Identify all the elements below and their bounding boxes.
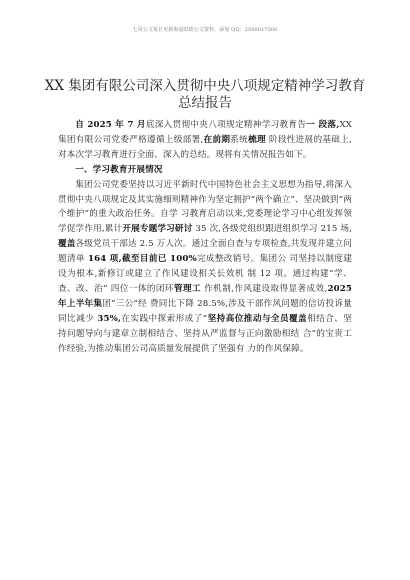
- section-bold-3: 164 项,截至目前已 100%: [87, 254, 197, 265]
- section-text-4: 完成整改销号。集团公 司坚持以制度建设为根本,新修订或建立了作风建设相关长效机 制 12 项。通过构建“学、查、改、治” 四位一体的闭环: [58, 254, 352, 294]
- intro-bold-b: 在前期: [203, 134, 231, 145]
- section-bold-6: 35%,: [97, 313, 122, 324]
- section-bold-1: 开展专题学习研讨: [122, 224, 193, 235]
- document-title: XX 集团有限公司深入贯彻中央八项规定精神学习教育总结报告: [44, 78, 366, 111]
- section-text-1: 集团公司党委坚持以习近平新时代中国特色社会主义思想为指导,将深入贯彻中央八项规定及其实施细则精神作为坚定拥护“两个确立”、坚决做到“两个维护”的重大政治任务。自学 习教育启动以来,党委理论学习中心组发挥领学促学作用,累计: [58, 179, 352, 235]
- section-bold-2: 覆盖: [58, 239, 76, 250]
- section-text-8: 相结合、坚 持问题导向与建章立制相结合、坚持从严监督与正向激励相结 合”的宝贵工作经验,为推动集团公司高质量发展提供了坚强有 力的作风保障。: [58, 313, 352, 354]
- intro-paragraph: [58, 118, 352, 163]
- section-bold-4: 管理工: [173, 283, 201, 294]
- document-body: [58, 118, 352, 357]
- section-bold-5: 2025 年上半年集: [58, 283, 352, 309]
- intro-text-2: XX 集团有限公司党委严格遵循上级部署,: [58, 120, 353, 145]
- intro-text-1: 底深入贯彻中央八项规定精神学习教育告: [145, 120, 307, 130]
- section-heading: 一、学习教育开展情况: [75, 164, 163, 175]
- section-paragraph: [58, 178, 352, 357]
- section-text-7: 在实践中探索形成了“: [121, 313, 208, 324]
- intro-bold-a: 一 段落,: [306, 120, 340, 130]
- section-text-3: 各级党员干部达 2.5 万人次。通过全面自查与专项检查,共发现并建立问题清单: [58, 239, 352, 265]
- header-note: 七哥公文每日更新海量时政公文资料，添加 QQ：2500017500: [132, 27, 278, 33]
- intro-bold-c: 梳理: [248, 134, 266, 145]
- section-text-6: 团“三公”经 费同比下降 28.5%,涉及干部作风问题的信访投诉量同比减少: [58, 298, 352, 324]
- section-bold-7: 坚持高位推动与全员覆盖: [207, 313, 308, 324]
- section-text-2: 35 次,各级党组织跟进组织学习 215 场,: [192, 224, 353, 235]
- intro-bold-lead: 自 2025 年 7 月: [75, 120, 146, 130]
- intro-text-4: 阶段性进展的基础上,对本次学习教育进行全面、深入的总结。现将有关情况报告如下。: [58, 134, 352, 160]
- intro-text-3: 系统: [230, 134, 249, 145]
- section-text-5: 作机制,作风建设取得显著成效,: [201, 283, 328, 294]
